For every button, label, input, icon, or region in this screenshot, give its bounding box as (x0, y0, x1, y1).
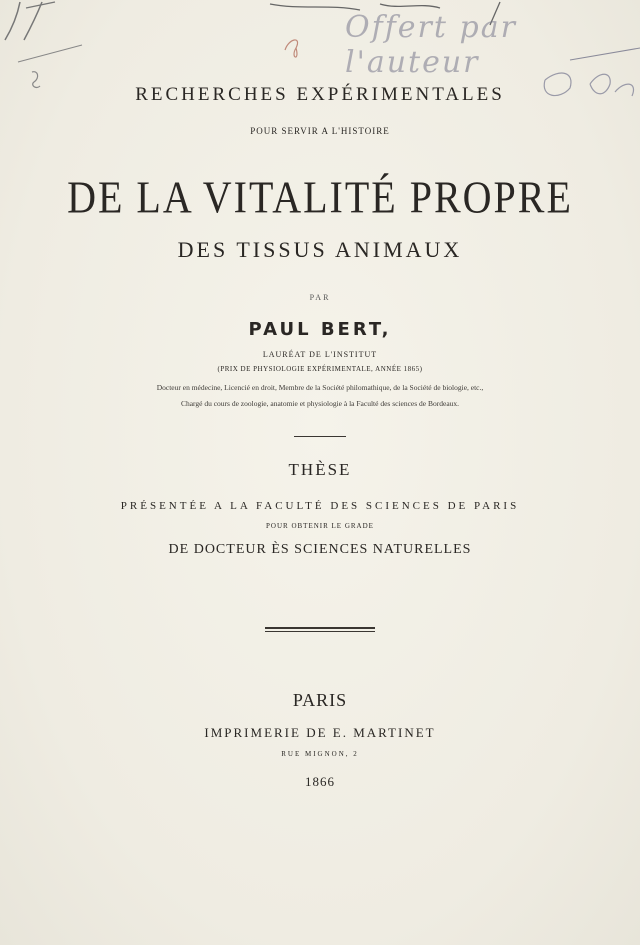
thesis-obtain: POUR OBTENIR LE GRADE (266, 522, 374, 530)
imprint-address: RUE MIGNON, 2 (281, 750, 359, 758)
imprint-city: PARIS (292, 690, 348, 710)
author-titles-line-1: Docteur en médecine, Licencié en droit, Membre de la Société philomathique, de la Société de biologie, etc., (156, 383, 484, 392)
subtitle: DES TISSUS ANIMAUX (177, 237, 463, 262)
main-title: DE LA VITALITÉ PROPRE (67, 171, 573, 223)
thesis-heading: THÈSE (288, 460, 352, 479)
subheading-pour-servir: POUR SERVIR A L'HISTOIRE (250, 126, 390, 136)
author-name: PAUL BERT, (248, 319, 392, 340)
imprint-year: 1866 (305, 774, 335, 789)
imprint-printer: IMPRIMERIE DE E. MARTINET (204, 725, 436, 740)
divider-double-thick (265, 627, 375, 629)
author-laureat: LAURÉAT DE L'INSTITUT (262, 350, 378, 359)
thesis-presented: PRÉSENTÉE A LA FACULTÉ DES SCIENCES DE PARIS (120, 500, 520, 512)
handwritten-dedication: Offert par l'auteur (345, 10, 517, 80)
thesis-grade: DE DOCTEUR ÈS SCIENCES NATURELLES (168, 542, 472, 557)
divider-double-thin (265, 631, 375, 632)
par-label: PAR (309, 293, 331, 302)
divider-short (294, 436, 346, 437)
author-titles-line-2: Chargé du cours de zoologie, anatomie et physiologie à la Faculté des sciences de Bordeaux. (180, 399, 460, 408)
author-prize: (PRIX DE PHYSIOLOGIE EXPÉRIMENTALE, ANNÉE 1865) (217, 365, 423, 373)
series-heading: RECHERCHES EXPÉRIMENTALES (135, 84, 505, 105)
